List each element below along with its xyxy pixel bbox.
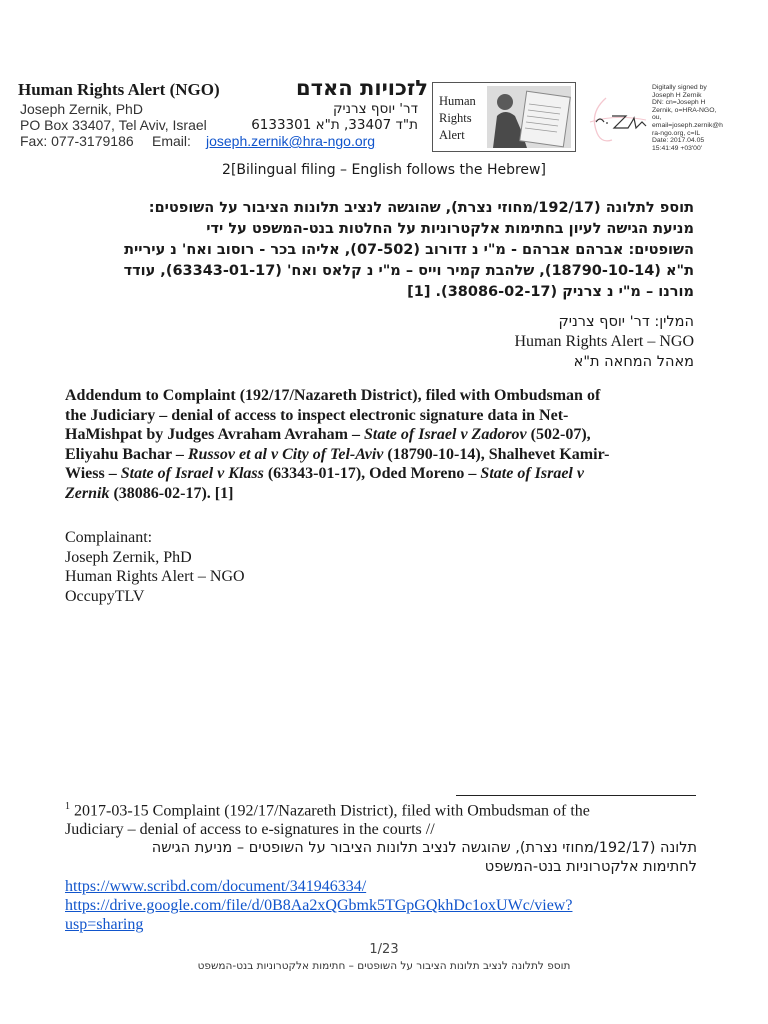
address-en: PO Box 33407, Tel Aviv, Israel <box>20 117 207 133</box>
footnote-link-2-row <box>65 896 705 934</box>
fax: Fax: 077-3179186 <box>20 133 134 149</box>
footnote-he-line-1: תלונה (192/17/מחוזי נצרת), שהוגשה לנציב תלונות הציבור על השופטים – מניעת הגישה <box>151 840 697 857</box>
address-he: ת"ד 33407, ת"א 6133301 <box>251 117 418 133</box>
hebrew-complainant <box>300 312 694 372</box>
english-complainant <box>65 528 245 606</box>
email-link[interactable]: joseph.zernik@hra-ngo.org <box>206 133 376 149</box>
footnote-line-1: $^1$ 2017-03-15 Complaint (192/17/Nazareth District), filed with Ombudsman of the <box>65 801 590 820</box>
hebrew-title-line-1: תוספ לתלונה (192/17/מחוזי נצרת), שהוגשה לנציב תלונות הציבור על השופטים: <box>148 200 694 216</box>
complainant-org: Human Rights Alert – NGO <box>65 568 245 585</box>
logo-word-2: Rights <box>439 111 472 125</box>
filing-note: 2[Bilingual filing – English follows the Hebrew] <box>222 162 546 178</box>
google-drive-link[interactable]: https://drive.google.com/file/d/0B8Aa2xQGbmk5TGpGQkhDc1oxUWc/view? usp=sharing <box>65 897 573 934</box>
logo-text <box>439 93 476 144</box>
complainant-other: OccupyTLV <box>65 587 145 605</box>
footnote-he-line-2: לחתימות אלקטרוניות בנט-המשפט <box>484 859 697 876</box>
handwritten-signature <box>586 92 652 148</box>
complainant-name: Joseph Zernik, PhD <box>65 548 192 566</box>
letterhead <box>18 78 428 152</box>
hebrew-complainant-org: Human Rights Alert – NGO <box>514 333 694 350</box>
footnote-marker: 1 <box>65 801 70 812</box>
logo-photo <box>487 86 571 148</box>
page-footer: תוספ לתלונה לנציב תלונות הציבור על השופטים – חתימות אלקטרוניות בנט-המשפט <box>197 960 571 972</box>
scribd-link[interactable]: https://www.scribd.com/document/341946334/ <box>65 878 367 896</box>
hebrew-complainant-name: המלין: דר' יוסף צרניק <box>558 314 694 330</box>
page-number: 1/23 <box>369 942 399 957</box>
hebrew-complainant-tent: מאהל המחאה ת"א <box>573 354 694 370</box>
email-label: Email: <box>152 133 191 149</box>
english-title-line-3: HaMishpat by Judges Avraham Avraham – State of Israel v Zadorov (502-07), <box>65 426 591 443</box>
english-title-line-5: Wiess – State of Israel v Klass (63343-01-17), Oded Moreno – State of Israel v <box>65 465 584 482</box>
english-title-line-6: Zernik (38086-02-17). [1] <box>65 484 234 502</box>
name-en: Joseph Zernik, PhD <box>20 101 143 117</box>
hebrew-title-line-3: השופטים: אברהם אברהם - מ"י נ זדורוב (07-502), אליהו בכר - רוסוב ואח' נ עיריית <box>124 242 694 258</box>
org-name-en: Human Rights Alert (NGO) <box>18 80 220 99</box>
hebrew-title-line-5: מורנו – מ"י נ צרניק (38086-02-17). [1] <box>407 284 694 300</box>
hra-logo <box>432 82 576 152</box>
footnote-link-1-row <box>65 877 705 896</box>
english-title <box>65 386 705 503</box>
complainant-label: Complainant: <box>65 529 153 546</box>
logo-word-3: Alert <box>439 128 465 142</box>
footnote-line-2: Judiciary – denial of access to e-signatures in the courts // <box>65 821 435 839</box>
english-title-line-4: Eliyahu Bachar – Russov et al v City of Tel-Aviv (18790-10-14), Shalhevet Kamir- <box>65 445 610 463</box>
english-title-line-2: the Judiciary – denial of access to inspect electronic signature data in Net- <box>65 406 569 424</box>
hebrew-title-line-2: מניעת הגישה לעיון בחתימות אלקטרוניות על החלטות בנט-המשפט על ידי <box>206 221 694 237</box>
footnote <box>65 797 705 934</box>
name-he: דר' יוסף צרניק <box>332 101 418 117</box>
digital-signature-block: Digitally signed by Joseph H Zernik DN: cn=Joseph H Zernik, o=HRA-NGO, ou, email=joseph.zernik@h ra-ngo.org, c=IL Date: 2017.04.05 15:41:49 +03'00' <box>652 84 723 152</box>
hebrew-title <box>56 198 694 303</box>
english-title-line-1: Addendum to Complaint (192/17/Nazareth District), filed with Ombudsman of <box>65 387 601 404</box>
footnote-separator <box>456 795 696 796</box>
hebrew-title-line-4: ת"א (18790-10-14), שלהבת קמיר וייס – מ"י נ קלאס ואח' (63343-01-17), עודד <box>123 263 694 279</box>
logo-word-1: Human <box>439 94 476 108</box>
org-name-he: לזכויות האדם <box>296 76 428 100</box>
